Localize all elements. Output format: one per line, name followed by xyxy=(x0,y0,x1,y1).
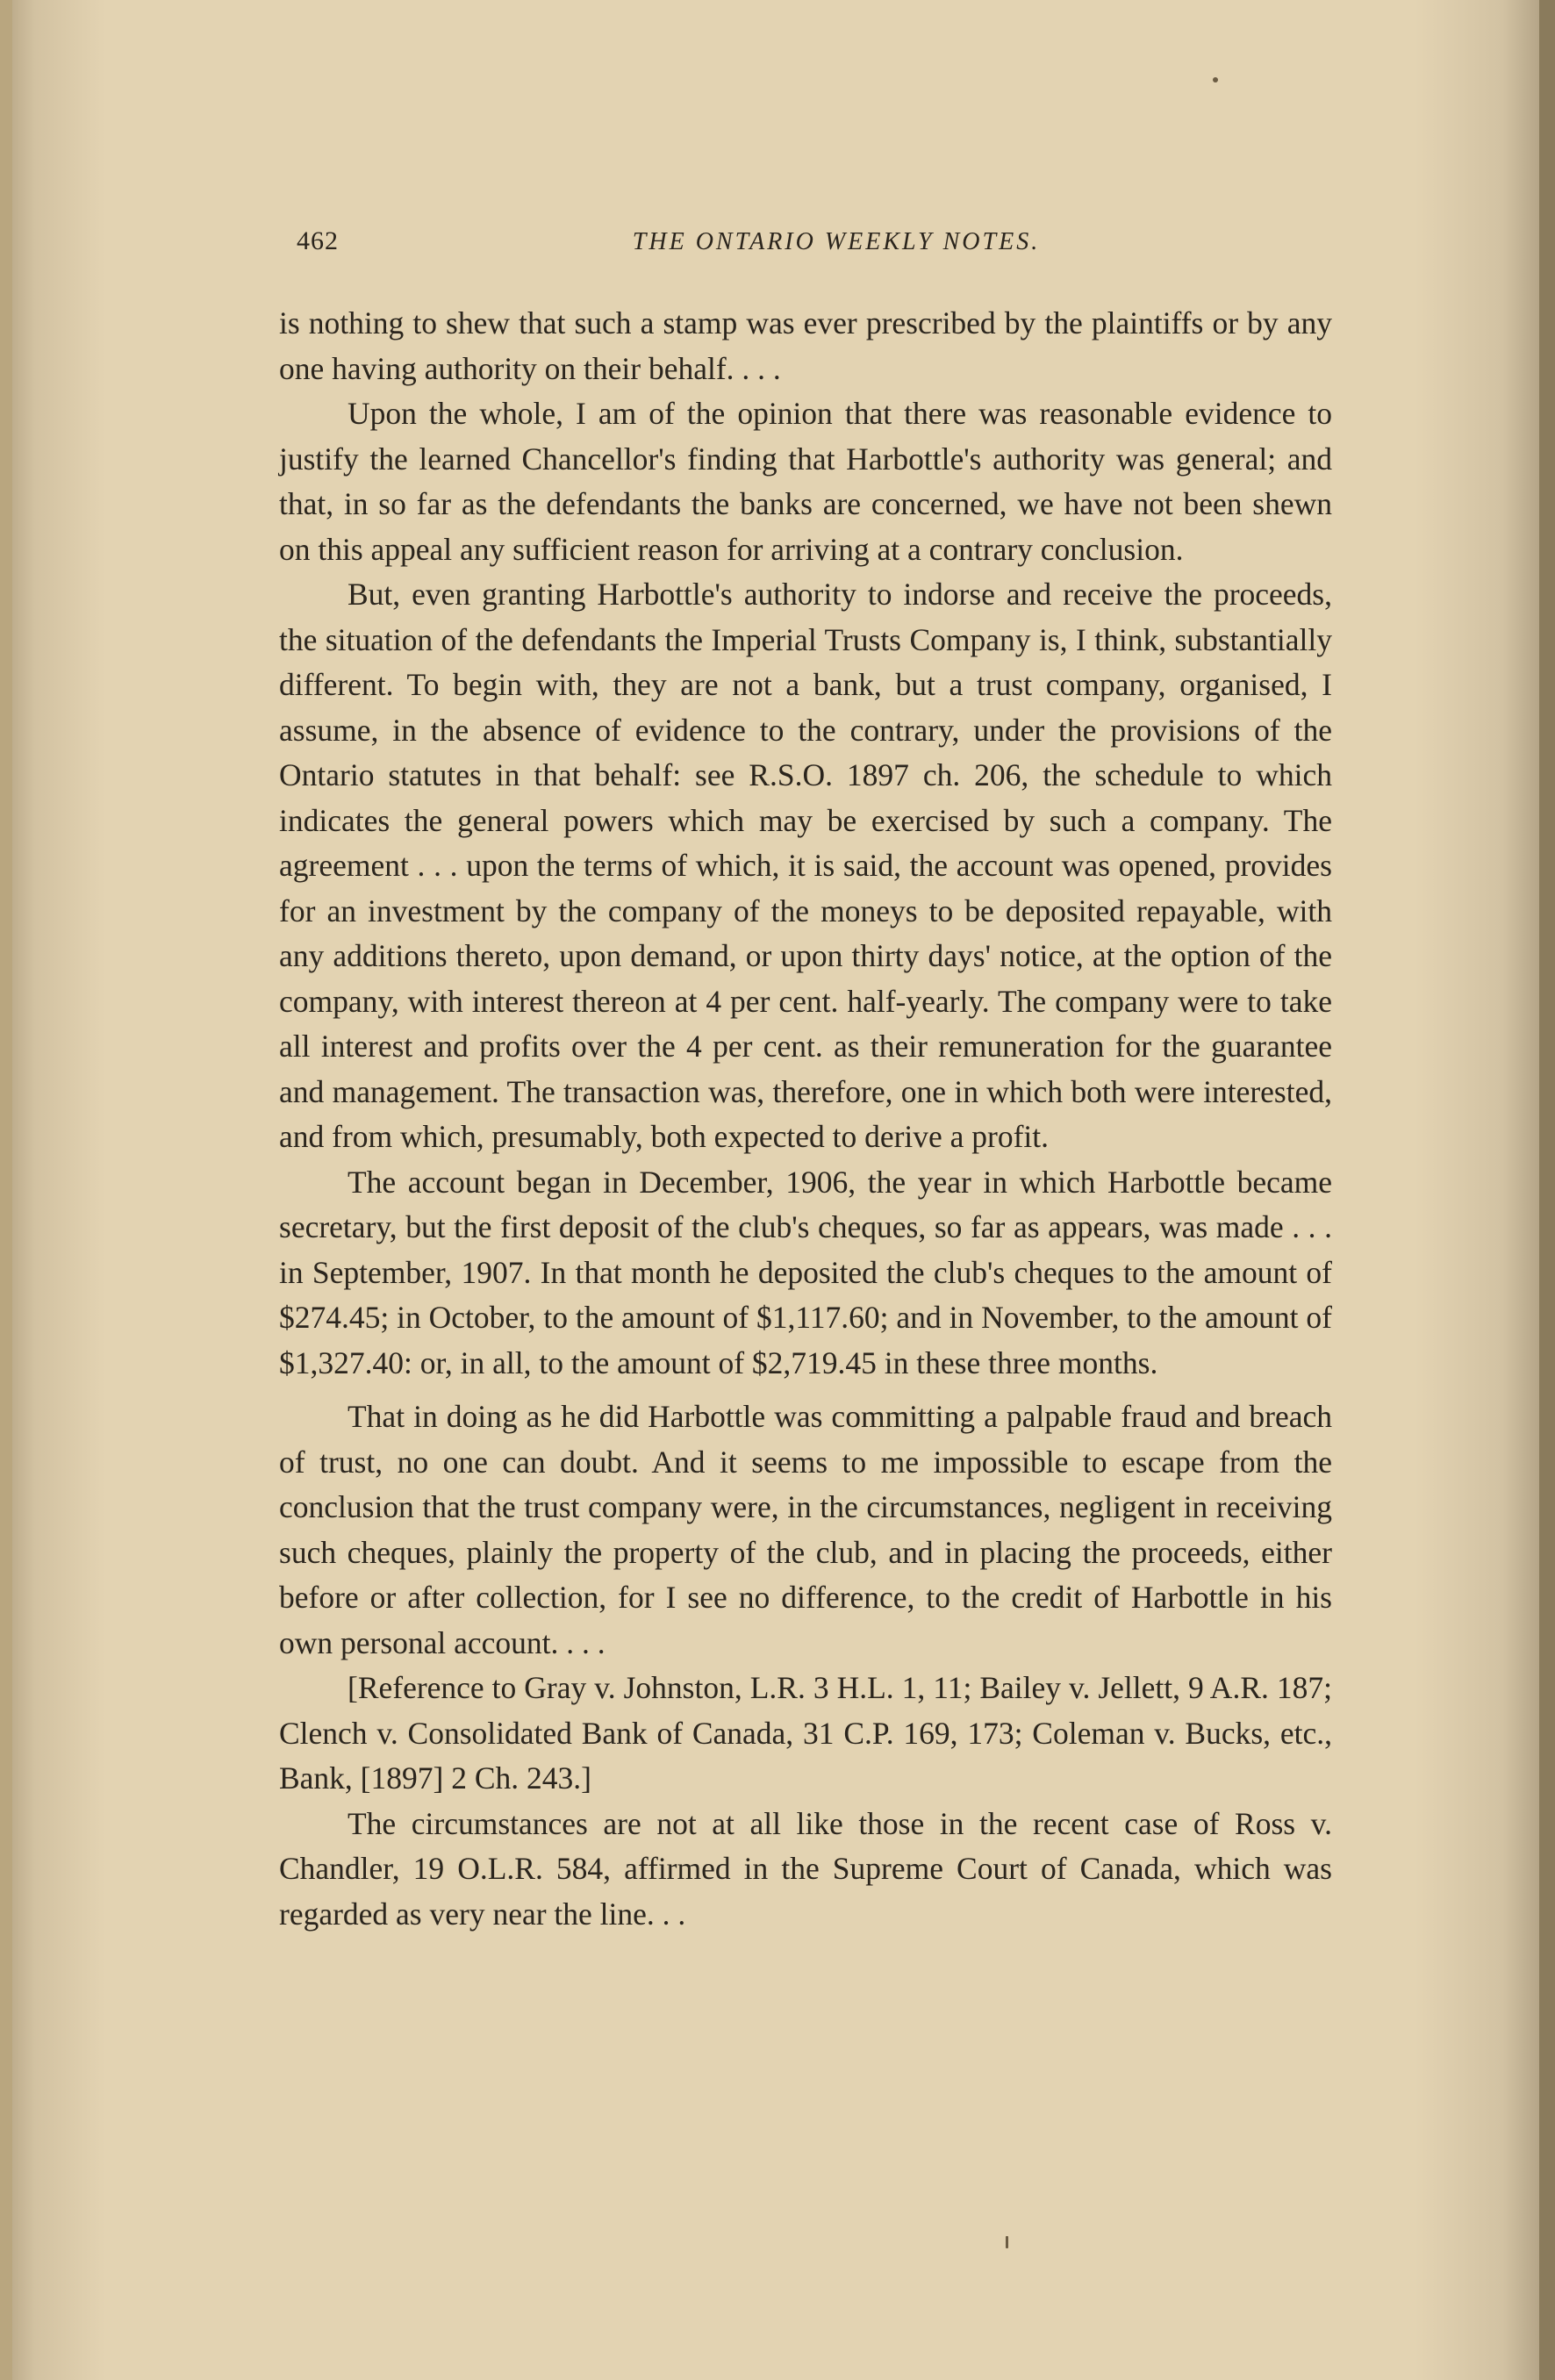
binding-edge xyxy=(0,0,12,2380)
page-header xyxy=(297,226,1350,262)
paragraph: The account began in December, 1906, the year in which Harbottle became secretary, but the first deposit of the club's cheques, so far as appears, was made . . . in September, 1907. In that month he deposited the club's cheques to the amount of $274.45; in October, to the amount of $1,117.60; and in November, to the amount of $1,327.40: or, in all, to the amount of $2,719.45 in these three months. xyxy=(279,1164,1332,1380)
running-title: THE ONTARIO WEEKLY NOTES. xyxy=(632,228,1041,255)
paragraph: That in doing as he did Harbottle was committing a palpable fraud and breach of trust, no one can doubt. And it seems to me impossible to escape from the conclusion that the trust company were, in the circumstances, negligent in receiving such cheques, plainly the property of the club, and in placing the proceeds, either before or after collection, for I see no difference, to the credit of Harbottle in his own personal account. . . . xyxy=(279,1399,1332,1660)
paragraph: But, even granting Harbottle's authority to indorse and receive the proceeds, the situation of the defendants the Imperial Trusts Company is, I think, substantially different. To begin with, they are not a bank, but a trust company, organised, I assume, in the absence of evidence to the contrary, under the provisions of the Ontario statutes in that behalf: see R.S.O. 1897 ch. 206, the schedule to which indicates the general powers which may be exercised by such a company. The agreement . . . upon the terms of which, it is said, the account was opened, provides for an investment by the company of the moneys to be deposited repayable, with any additions thereto, upon demand, or upon thirty days' notice, at the option of the company, with interest thereon at 4 per cent. half-yearly. The company were to take all interest and profits over the 4 per cent. as their remuneration for the guarantee and management. The transaction was, therefore, one in which both were interested, and from which, presumably, both expected to derive a profit. xyxy=(279,577,1332,1154)
page-edge xyxy=(1539,0,1555,2380)
page-number: 462 xyxy=(297,226,339,255)
print-speck xyxy=(1213,77,1218,82)
print-speck xyxy=(1006,2236,1008,2248)
paragraph-continued: is nothing to shew that such a stamp was ever prescribed by the plaintiffs or by any one having authority on their behalf. . . . xyxy=(279,305,1332,386)
page-body xyxy=(279,301,1332,1937)
reference-note: [Reference to Gray v. Johnston, L.R. 3 H.L. 1, 11; Bailey v. Jellett, 9 A.R. 187; Clench v. Consolidated Bank of Canada, 31 C.P. 169, 173; Coleman v. Bucks, etc., Bank, [1897] 2 Ch. 243.] xyxy=(279,1670,1332,1796)
paragraph: Upon the whole, I am of the opinion that there was reasonable evidence to justify the learned Chancellor's finding that Harbottle's authority was general; and that, in so far as the defendants the banks are concerned, we have not been shewn on this appeal any sufficient reason for arriving at a contrary conclusion. xyxy=(279,396,1332,567)
paragraph: The circumstances are not at all like those in the recent case of Ross v. Chandler, 19 O.L.R. 584, affirmed in the Supreme Court of Canada, which was regarded as very near the line. . . xyxy=(279,1805,1332,1932)
